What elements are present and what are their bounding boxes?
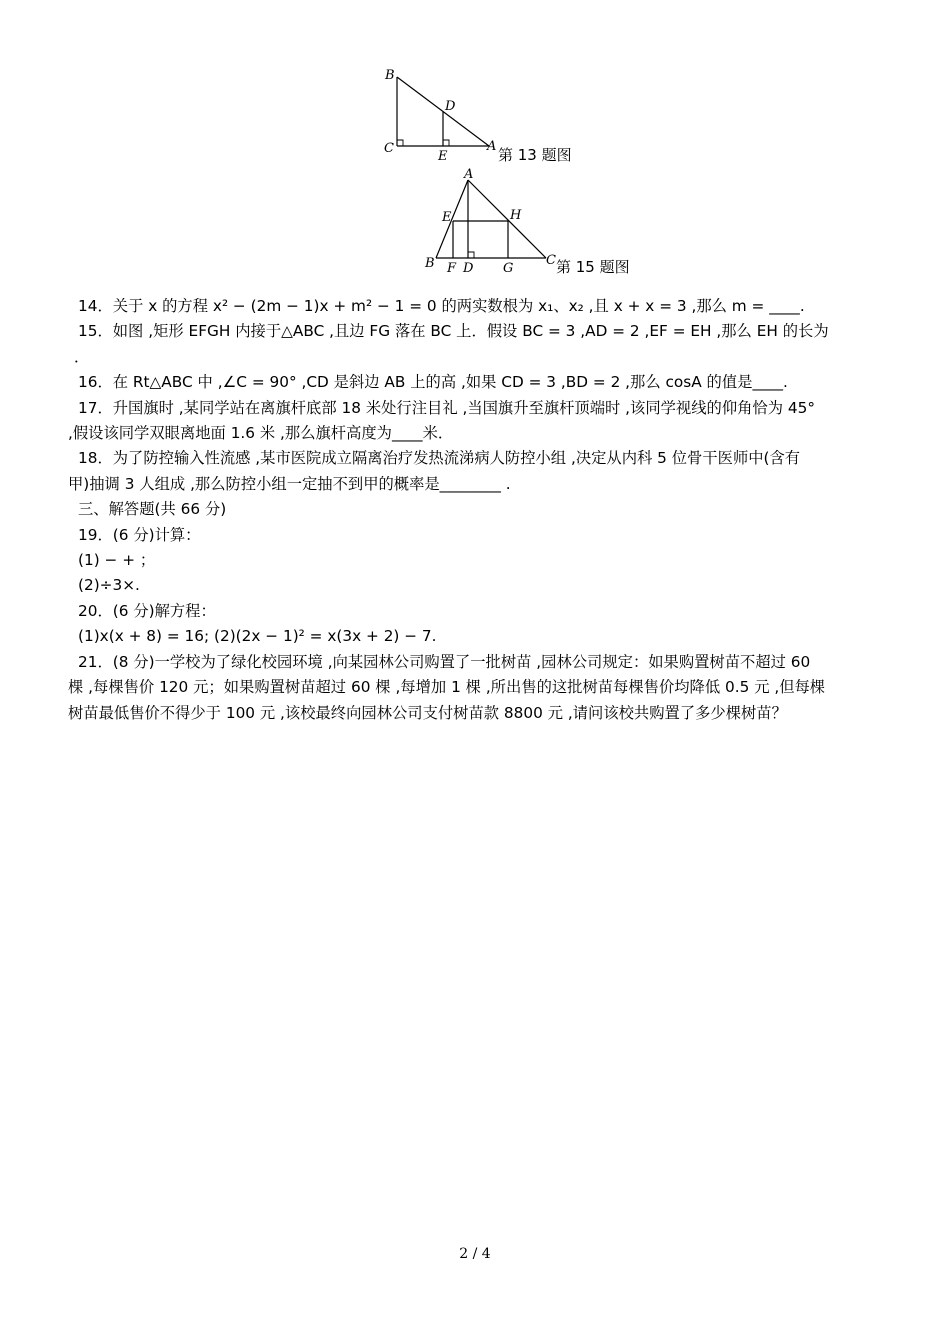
label-d: D <box>445 99 456 114</box>
question-17-cont: ,假设该同学双眼离地面 1.6 米 ,那么旗杆高度为____米． <box>68 424 454 443</box>
question-19-part1: (1) − + ； <box>78 551 156 570</box>
label-a: A <box>487 139 497 154</box>
label-b: B <box>385 68 395 83</box>
question-19: 19．(6 分)计算： <box>78 525 201 544</box>
question-15-end: ． <box>74 347 90 366</box>
question-15: 15．如图 ,矩形 EFGH 内接于△ABC ,且边 FG 落在 BC 上．假设 BC = 3 ,AD = 2 ,EF = EH ,那么 EH 的长为 <box>78 322 829 341</box>
question-17: 17．升国旗时 ,某同学站在离旗杆底部 18 米处行注目礼 ,当国旗升至旗杆顶端时 ,该同学视线的仰角恰为 45° <box>78 398 815 417</box>
question-18: 18．为了防控输入性流感 ,某市医院成立隔离治疗发热流涕病人防控小组 ,决定从内科 5 位骨干医师中(含有 <box>78 449 801 468</box>
question-18-cont: 甲)抽调 3 人组成 ,那么防控小组一定抽不到甲的概率是________ . <box>68 474 511 493</box>
label-h: H <box>510 208 522 223</box>
section-heading: 三、解答题(共 66 分) <box>78 500 227 519</box>
question-14: 14．关于 x 的方程 x² − (2m − 1)x + m² − 1 = 0 的两实数根为 x₁、x₂ ,且 x + x = 3 ,那么 m = ____. <box>78 297 805 315</box>
label-b: B <box>425 256 435 271</box>
figure-13 <box>380 66 500 162</box>
question-16: 16．在 Rt△ABC 中 ,∠C = 90° ,CD 是斜边 AB 上的高 ,如果 CD = 3 ,BD = 2 ,那么 cosA 的值是____. <box>78 373 788 392</box>
question-content <box>68 294 888 726</box>
label-a: A <box>464 167 474 182</box>
caption-fig15: 第 15 题图 <box>556 258 630 276</box>
question-20: 20．(6 分)解方程： <box>78 601 216 620</box>
label-c: C <box>546 253 556 268</box>
caption-fig13: 第 13 题图 <box>498 146 572 164</box>
question-21: 21．(8 分)一学校为了绿化校园环境 ,向某园林公司购置了一批树苗 ,园林公司规定：如果购置树苗不超过 60 <box>78 652 811 671</box>
label-e: E <box>438 149 448 162</box>
label-d: D <box>463 261 474 276</box>
label-f: F <box>447 261 457 276</box>
question-19-part2: (2)÷3×. <box>78 576 140 595</box>
question-21-cont2: 树苗最低售价不得少于 100 元 ,该校最终向园林公司支付树苗款 8800 元 ,请问该校共购置了多少棵树苗？ <box>68 703 787 722</box>
label-e: E <box>442 210 452 225</box>
label-c: C <box>384 141 394 156</box>
figure-15 <box>422 166 562 278</box>
label-g: G <box>503 261 514 276</box>
question-21-cont: 棵 ,每棵售价 120 元；如果购置树苗超过 60 棵 ,每增加 1 棵 ,所出售的这批树苗每棵售价均降低 0.5 元 ,但每棵 <box>68 678 826 697</box>
page-number: 2 / 4 <box>459 1246 491 1262</box>
question-20-parts: (1)x(x + 8) = 16; (2)(2x − 1)² = x(3x + 2) − 7. <box>78 627 437 646</box>
